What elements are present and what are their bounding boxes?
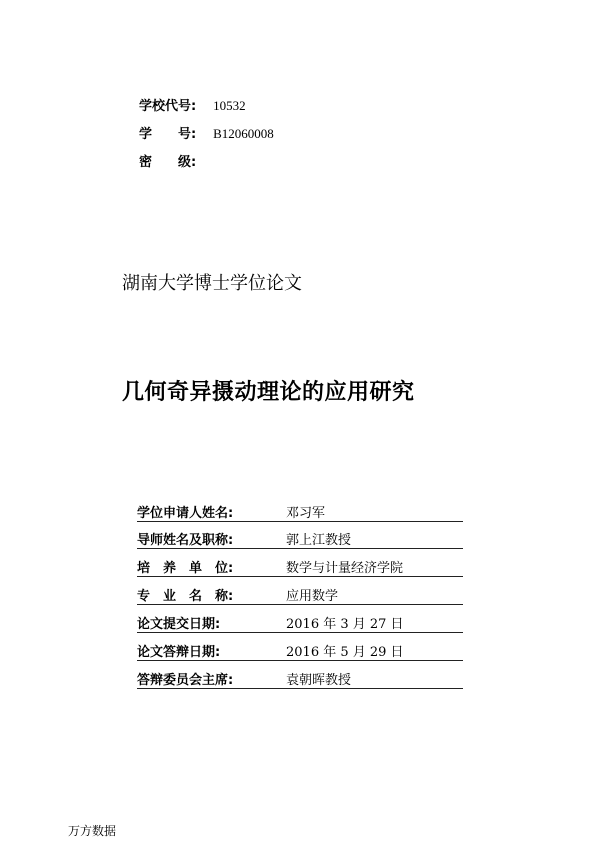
thesis-title: 几何奇异摄动理论的应用研究 [122, 380, 415, 405]
info-value: 2016 年 3 月 27 日 [286, 617, 404, 632]
info-row-committee-chair [137, 667, 463, 689]
student-id-value: B12060008 [213, 126, 274, 141]
info-value: 2016 年 5 月 29 日 [286, 645, 404, 660]
underline [137, 521, 463, 522]
underline [137, 576, 463, 577]
student-id-row [139, 123, 274, 142]
info-row-defense-date [137, 639, 463, 661]
underline [137, 632, 463, 633]
info-label: 培 养 单 位: [137, 561, 234, 576]
info-value: 袁朝晖教授 [286, 673, 352, 688]
info-label: 学位申请人姓名: [137, 506, 234, 521]
underline [137, 604, 463, 605]
info-row-supervisor [137, 527, 463, 549]
degree-type: 湖南大学博士学位论文 [122, 273, 302, 294]
info-label: 论文提交日期: [137, 617, 221, 632]
footer-watermark: 万方数据 [68, 824, 117, 838]
info-value: 邓习军 [286, 506, 326, 521]
student-id-label: 学 号: [139, 127, 197, 142]
info-label: 答辩委员会主席: [137, 673, 234, 688]
underline [137, 688, 463, 689]
info-row-unit [137, 555, 463, 577]
info-label: 导师姓名及职称: [137, 533, 234, 548]
secret-level-label: 密 级: [139, 155, 197, 170]
school-code-value: 10532 [213, 98, 246, 113]
underline [137, 548, 463, 549]
info-row-submit-date [137, 611, 463, 633]
info-row-major [137, 583, 463, 605]
school-code-label: 学校代号: [139, 99, 197, 114]
info-value: 数学与计量经济学院 [286, 561, 404, 576]
underline [137, 660, 463, 661]
school-code-row [139, 95, 246, 114]
info-label: 论文答辩日期: [137, 645, 221, 660]
info-value: 郭上江教授 [286, 533, 352, 548]
secret-level-row [139, 151, 209, 170]
info-label: 专 业 名 称: [137, 589, 234, 604]
info-row-applicant [137, 500, 463, 522]
info-value: 应用数学 [286, 589, 339, 604]
